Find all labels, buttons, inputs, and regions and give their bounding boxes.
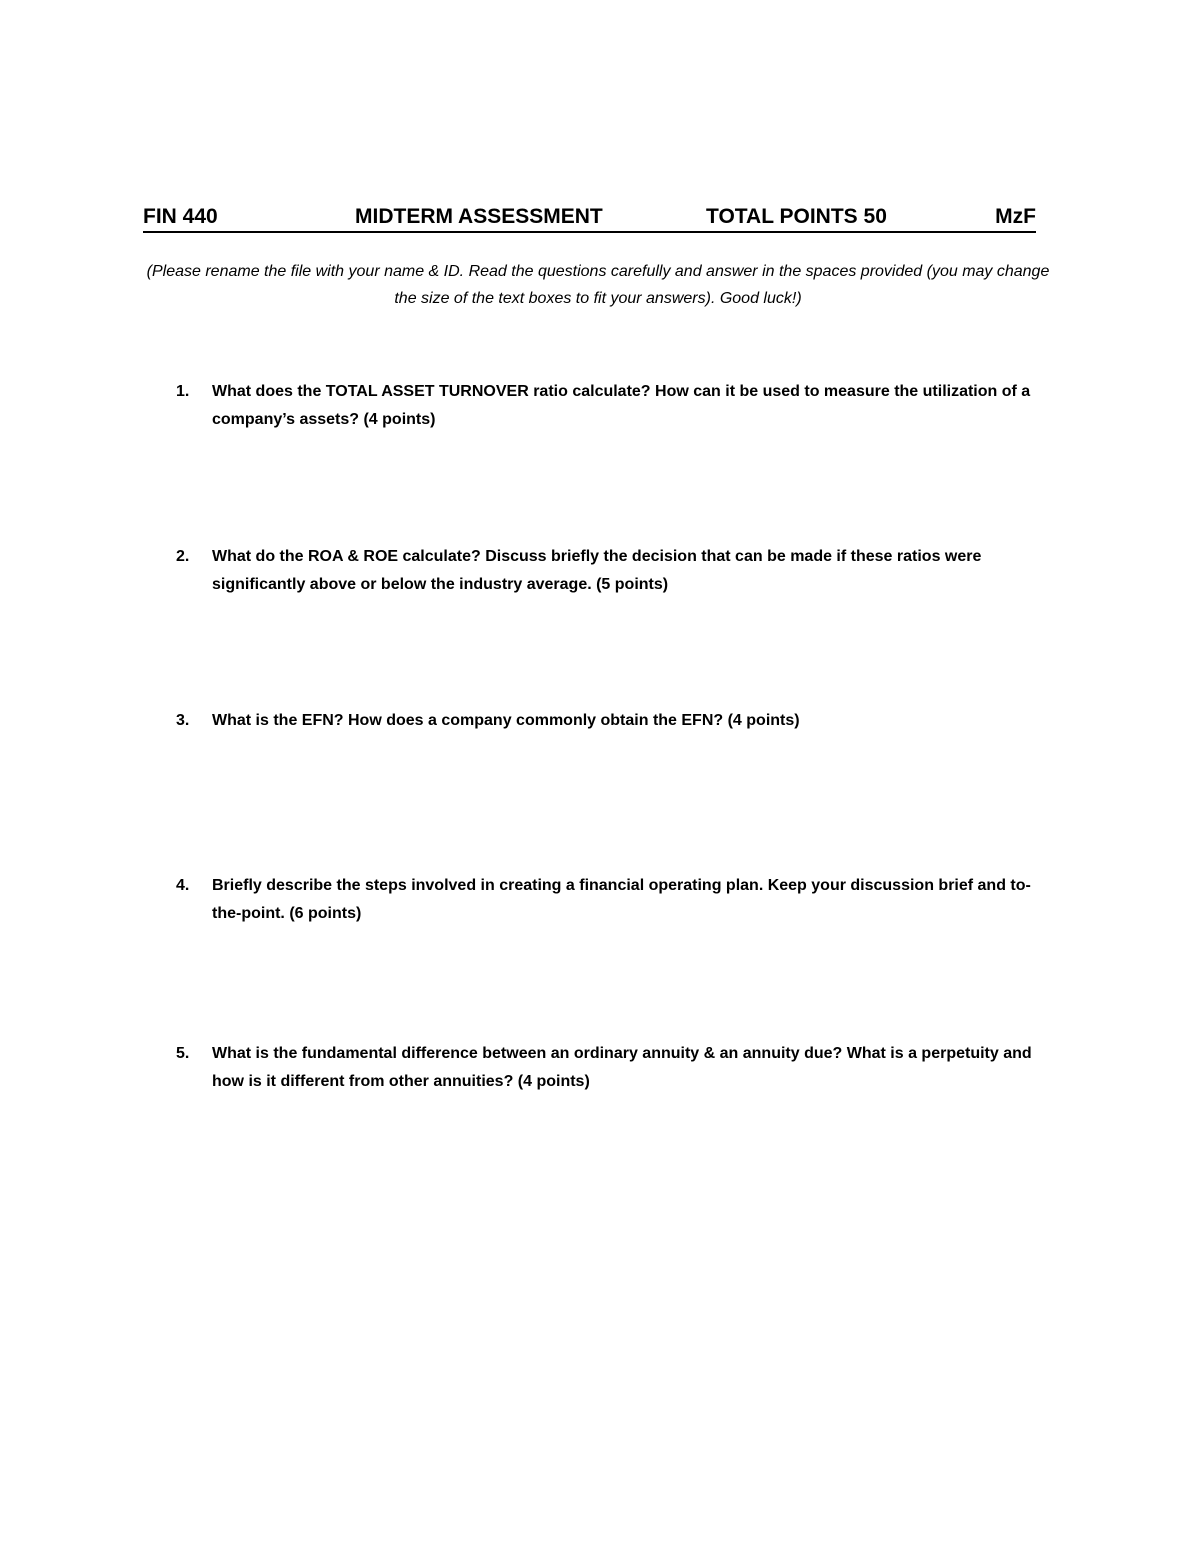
instructor-initials: MzF [995,205,1036,228]
question-text: What is the fundamental difference between an ordinary annuity & an annuity due? What is a perpetuity and how is it different from other annuities? (4 points) [212,1045,1032,1090]
question-4 [176,872,1056,928]
question-text: What do the ROA & ROE calculate? Discuss briefly the decision that can be made if these ratios were significantly above or below the industry average. (5 points) [212,548,982,593]
question-5 [176,1040,1056,1096]
question-text: What is the EFN? How does a company commonly obtain the EFN? (4 points) [212,712,800,729]
question-number: 3. [176,712,190,729]
document-header [143,203,1036,233]
assessment-title: MIDTERM ASSESSMENT [355,205,603,228]
question-text: What does the TOTAL ASSET TURNOVER ratio calculate? How can it be used to measure the utilization of a company’s assets? (4 points) [212,383,1031,428]
total-points: TOTAL POINTS 50 [706,205,887,228]
question-text: Briefly describe the steps involved in creating a financial operating plan. Keep your discussion brief and to-the-point. (6 points) [212,877,1031,922]
instructions-text: (Please rename the file with your name & ID. Read the questions carefully and answer in the spaces provided (you may change the size of the text boxes to fit your answers). Good luck!) [146,263,1050,307]
course-code: FIN 440 [143,205,218,228]
question-1 [176,378,1056,434]
question-number: 2. [176,548,190,565]
question-number: 5. [176,1045,190,1062]
question-2 [176,543,1056,599]
question-number: 1. [176,383,190,400]
question-3 [176,707,1056,735]
question-number: 4. [176,877,190,894]
